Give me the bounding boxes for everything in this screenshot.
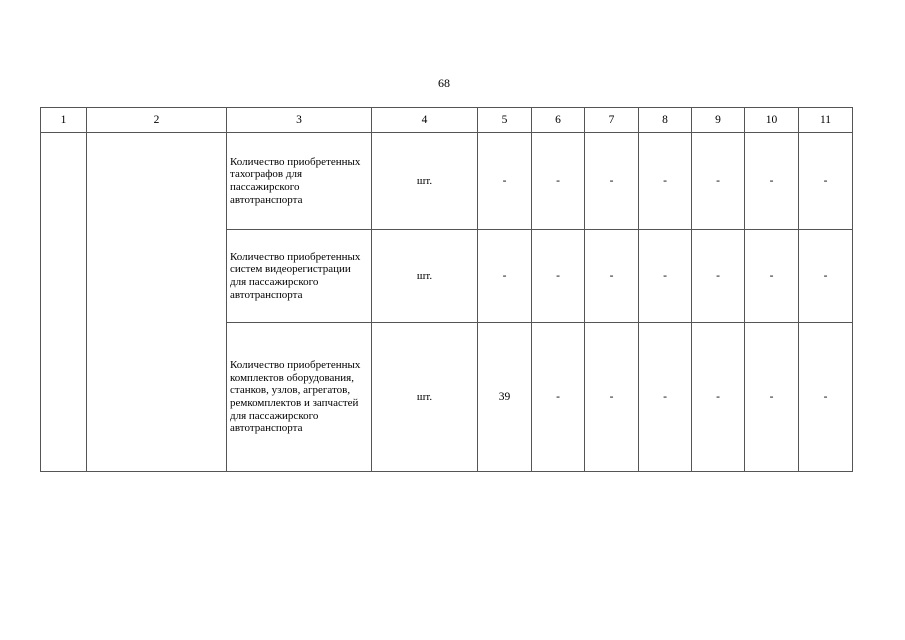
value-cell: - — [692, 133, 745, 230]
header-cell: 3 — [227, 108, 372, 133]
value-cell: - — [585, 323, 639, 472]
value-cell: - — [585, 133, 639, 230]
header-cell: 11 — [799, 108, 853, 133]
header-cell: 9 — [692, 108, 745, 133]
empty-cell-col2 — [87, 133, 227, 472]
empty-cell-col1 — [41, 133, 87, 472]
value-cell: - — [478, 230, 532, 323]
value-cell: - — [532, 133, 585, 230]
value-cell: - — [692, 230, 745, 323]
value-cell: - — [799, 230, 853, 323]
value-cell: - — [639, 230, 692, 323]
value-cell: - — [799, 323, 853, 472]
value-cell: - — [745, 133, 799, 230]
header-row — [41, 108, 853, 133]
description-cell: Количество приобретенных тахографов для пассажирского автотранспорта — [227, 133, 372, 230]
value-cell: - — [639, 323, 692, 472]
description-cell: Количество приобретенных комплектов оборудования, станков, узлов, агрегатов, ремкомплектов и запчастей для пассажирского автотранспорта — [227, 323, 372, 472]
header-cell: 5 — [478, 108, 532, 133]
value-cell: - — [478, 133, 532, 230]
unit-cell: шт. — [372, 230, 478, 323]
unit-cell: шт. — [372, 133, 478, 230]
value-cell: - — [585, 230, 639, 323]
table-row — [41, 133, 853, 230]
value-cell: - — [532, 230, 585, 323]
header-cell: 6 — [532, 108, 585, 133]
description-cell: Количество приобретенных систем видеорегистрации для пассажирского автотранспорта — [227, 230, 372, 323]
value-cell: - — [799, 133, 853, 230]
value-cell: - — [745, 230, 799, 323]
value-cell: - — [532, 323, 585, 472]
header-cell: 8 — [639, 108, 692, 133]
unit-cell: шт. — [372, 323, 478, 472]
value-cell: - — [639, 133, 692, 230]
header-cell: 7 — [585, 108, 639, 133]
value-cell: - — [692, 323, 745, 472]
value-cell: - — [745, 323, 799, 472]
page-number: 68 — [438, 76, 450, 90]
header-cell: 2 — [87, 108, 227, 133]
header-cell: 1 — [41, 108, 87, 133]
header-cell: 4 — [372, 108, 478, 133]
value-cell: 39 — [478, 323, 532, 472]
header-cell: 10 — [745, 108, 799, 133]
data-table — [40, 107, 853, 472]
